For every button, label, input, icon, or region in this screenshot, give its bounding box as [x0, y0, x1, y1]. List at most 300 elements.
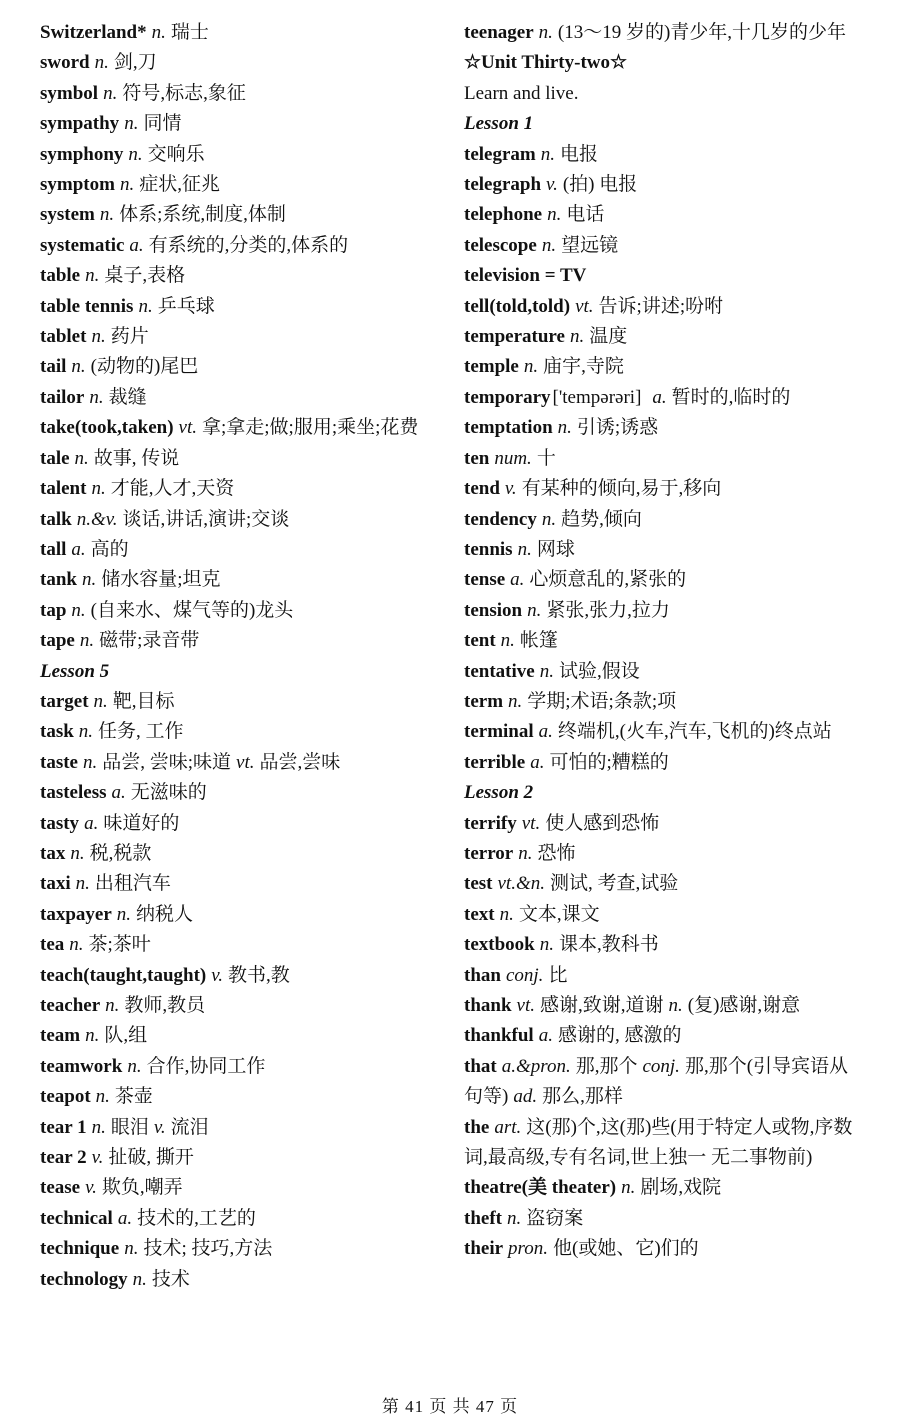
headword: the	[464, 1116, 490, 1138]
headword: symbol	[40, 82, 99, 104]
part-of-speech: conj.	[505, 964, 544, 986]
definition: 心烦意乱的,紧张的	[529, 569, 687, 591]
definition: 感谢,致谢,道谢	[540, 995, 664, 1016]
vocab-entry	[464, 170, 864, 200]
definition: 技术	[151, 1268, 190, 1290]
vocab-entry	[464, 535, 864, 565]
part-of-speech: conj.	[642, 1055, 680, 1077]
headword: Switzerland*	[40, 22, 147, 43]
part-of-speech: v.	[85, 1177, 97, 1199]
definition: 茶;茶叶	[88, 934, 151, 956]
definition: 出租汽车	[94, 873, 171, 895]
vocab-entry	[40, 444, 440, 474]
vocab-entry	[464, 930, 864, 960]
part-of-speech: a.	[71, 538, 86, 560]
part-of-speech: n.	[138, 295, 153, 317]
vocab-entry	[40, 140, 440, 170]
part-of-speech: a.	[117, 1207, 133, 1229]
part-of-speech: n.	[539, 934, 554, 956]
part-of-speech: n.	[557, 417, 572, 439]
part-of-speech: v.	[91, 1147, 104, 1169]
headword: table	[40, 265, 81, 287]
part-of-speech: a.	[510, 569, 525, 591]
definition: 暂时的,临时的	[671, 386, 791, 408]
definition: 可怕的;糟糕的	[549, 751, 669, 773]
part-of-speech: n.	[91, 1116, 106, 1138]
vocab-entry	[40, 1265, 440, 1295]
part-of-speech: n.	[74, 447, 89, 469]
vocab-entry	[464, 1173, 864, 1203]
headword: task	[40, 721, 74, 743]
headword: telephone	[464, 204, 543, 226]
vocab-entry	[40, 839, 440, 869]
part-of-speech: v.	[211, 964, 224, 986]
part-of-speech: n.	[95, 1086, 110, 1108]
definition: 谈话,讲话,演讲;交谈	[122, 508, 290, 530]
headword: text	[464, 903, 495, 925]
vocab-entry	[464, 231, 864, 261]
definition: 故事, 传说	[93, 447, 180, 469]
headword: teapot	[40, 1086, 91, 1108]
vocab-entry	[464, 839, 864, 869]
vocab-entry	[464, 565, 864, 595]
definition: 任务, 工作	[98, 721, 184, 743]
vocab-entry	[40, 809, 440, 839]
headword: that	[464, 1055, 497, 1077]
headword: tendency	[464, 508, 537, 530]
headword: tasteless	[40, 782, 107, 804]
part-of-speech: n.	[499, 903, 514, 925]
definition: 试验,假设	[558, 660, 640, 682]
vocab-entry	[464, 140, 864, 170]
part-of-speech: n.	[93, 690, 108, 712]
headword: talk	[40, 508, 72, 530]
vocab-entry	[40, 1143, 440, 1173]
part-of-speech: ad.	[513, 1086, 538, 1108]
vocab-entry	[464, 444, 864, 474]
vocab-entry	[464, 961, 864, 991]
headword: test	[464, 873, 493, 895]
part-of-speech: n.	[500, 630, 515, 652]
left-column	[40, 18, 440, 1295]
headword: teacher	[40, 995, 101, 1016]
vocab-entry	[40, 231, 440, 261]
part-of-speech: num.	[494, 447, 532, 469]
part-of-speech: n.	[540, 143, 555, 165]
vocab-entry	[464, 687, 864, 717]
definition: 技术; 技巧,方法	[143, 1238, 273, 1260]
definition: (动物的)尾巴	[90, 356, 199, 378]
part-of-speech: n.	[71, 356, 86, 378]
unit-motto	[464, 79, 864, 109]
vocab-entry	[40, 778, 440, 808]
part-of-speech: n.	[128, 143, 143, 165]
vocab-entry	[464, 18, 864, 48]
vocab-entry	[40, 1082, 440, 1112]
part-of-speech: a.&pron.	[501, 1055, 571, 1077]
vocab-entry	[40, 1173, 440, 1203]
part-of-speech: n.	[85, 1025, 100, 1047]
definition: 无滋味的	[130, 782, 207, 804]
definition: 紧张,张力,拉力	[546, 599, 670, 621]
definition: 那么,那样	[542, 1086, 623, 1108]
vocab-entry	[464, 748, 864, 778]
headword: television = TV	[464, 265, 587, 287]
part-of-speech: n.	[75, 873, 90, 895]
part-of-speech: a.	[538, 1025, 553, 1047]
definition: 税,税款	[89, 842, 152, 864]
vocab-entry	[40, 869, 440, 899]
definition: 有系统的,分类的,体系的	[148, 234, 349, 256]
definition: 欺负,嘲弄	[101, 1177, 183, 1199]
headword: terror	[464, 842, 514, 864]
headword: take(took,taken)	[40, 417, 174, 439]
part-of-speech: n.	[116, 903, 132, 925]
headword: tap	[40, 599, 67, 621]
part-of-speech: vt.	[236, 751, 255, 773]
definition: 味道好的	[103, 812, 180, 834]
part-of-speech: vt.&n.	[497, 873, 545, 895]
part-of-speech: vt.	[516, 995, 535, 1016]
vocab-entry	[464, 1021, 864, 1051]
vocab-entry	[40, 18, 440, 48]
definition: (复)感谢,谢意	[687, 995, 801, 1016]
definition: 茶壶	[114, 1086, 153, 1108]
part-of-speech: n.	[508, 690, 523, 712]
part-of-speech: n.	[124, 1238, 139, 1260]
lesson-heading	[40, 657, 440, 687]
headword: sympathy	[40, 113, 120, 135]
headword: talent	[40, 478, 87, 500]
part-of-speech: a.	[538, 721, 553, 743]
definition: 瑞士	[170, 22, 209, 43]
headword: term	[464, 690, 504, 712]
headword: theatre(美 theater)	[464, 1177, 617, 1199]
headword: thankful	[464, 1025, 534, 1047]
part-of-speech: n.	[119, 174, 135, 196]
part-of-speech: n.	[132, 1268, 147, 1290]
headword: tailor	[40, 386, 85, 408]
headword: table tennis	[40, 295, 134, 317]
definition: 药片	[110, 326, 149, 348]
part-of-speech: v.	[504, 478, 517, 500]
definition: 同情	[143, 113, 182, 135]
lesson-heading	[464, 109, 864, 139]
vocab-entry	[40, 930, 440, 960]
definition: 庙宇,寺院	[543, 356, 624, 378]
right-column	[464, 18, 864, 1265]
part-of-speech: n.	[103, 82, 118, 104]
vocab-entry	[464, 352, 864, 382]
definition: 纳税人	[136, 903, 194, 925]
vocab-entry	[464, 900, 864, 930]
vocab-entry	[464, 322, 864, 352]
lesson-heading-text: Lesson 2	[464, 782, 534, 804]
part-of-speech: n.	[547, 204, 562, 226]
definition: 学期;术语;条款;项	[527, 690, 677, 712]
vocab-entry	[464, 626, 864, 656]
headword: tease	[40, 1177, 81, 1199]
part-of-speech: vt.	[521, 812, 541, 834]
vocab-entry	[464, 383, 864, 413]
definition: 裁缝	[108, 386, 147, 408]
definition: 剧场,戏院	[640, 1177, 722, 1199]
headword: tentative	[464, 660, 535, 682]
vocab-entry	[40, 900, 440, 930]
definition: 网球	[536, 538, 575, 560]
part-of-speech: n.	[105, 995, 120, 1016]
lesson-heading-text: Lesson 5	[40, 660, 110, 682]
definition: 告诉;讲述;吩咐	[598, 295, 724, 317]
definition: 电报	[559, 143, 598, 165]
vocab-entry	[40, 413, 440, 443]
part-of-speech: n.	[71, 599, 86, 621]
part-of-speech: n.	[538, 22, 553, 43]
vocab-entry	[40, 1204, 440, 1234]
definition: 剑,刀	[113, 52, 157, 74]
part-of-speech: n.&v.	[76, 508, 118, 530]
vocab-entry	[464, 1204, 864, 1234]
part-of-speech: n.	[151, 22, 166, 43]
vocab-entry	[40, 991, 440, 1021]
lesson-heading	[464, 778, 864, 808]
part-of-speech: a.	[84, 812, 99, 834]
headword: terrible	[464, 751, 526, 773]
vocab-entry	[40, 1113, 440, 1143]
definition: 扯破, 撕开	[108, 1147, 194, 1169]
definition: 文本,课文	[518, 903, 600, 925]
definition: 体系;系统,制度,体制	[119, 204, 286, 226]
headword: tablet	[40, 326, 87, 348]
definition: 高的	[90, 538, 129, 560]
headword: tend	[464, 478, 500, 500]
definition: (13～19 岁的)青少年,十几岁的少年	[557, 22, 847, 43]
part-of-speech: a.	[652, 386, 667, 408]
definition: 队,组	[104, 1025, 148, 1047]
headword: tape	[40, 630, 75, 652]
definition: 十	[536, 447, 556, 469]
headword: ten	[464, 447, 490, 469]
part-of-speech: n.	[518, 842, 533, 864]
part-of-speech: vt.	[575, 295, 594, 317]
headword: temple	[464, 356, 519, 378]
headword: symphony	[40, 143, 124, 165]
headword: tear 2	[40, 1147, 87, 1169]
definition: 才能,人才,天资	[110, 478, 235, 500]
headword: teenager	[464, 22, 534, 43]
unit-heading	[464, 48, 864, 78]
definition: 品尝,尝味	[259, 751, 341, 773]
definition: 这(那)个,这(那)些(用于特定人或物,序数词,最高级,专有名词,世上独一 无二事物前)	[464, 1116, 853, 1169]
definition: 恐怖	[537, 842, 576, 864]
headword: thank	[464, 995, 512, 1016]
definition: 拿;拿走;做;服用;乘坐;花费	[202, 417, 419, 439]
vocab-entry	[40, 1021, 440, 1051]
part-of-speech: n.	[89, 386, 104, 408]
part-of-speech: art.	[494, 1116, 522, 1138]
definition: 眼泪	[110, 1116, 149, 1138]
vocab-entry	[464, 292, 864, 322]
vocab-entry	[40, 383, 440, 413]
vocab-entry	[464, 596, 864, 626]
headword: their	[464, 1238, 504, 1260]
headword: temperature	[464, 326, 565, 348]
definition: 使人感到恐怖	[545, 812, 660, 834]
vocab-entry	[40, 565, 440, 595]
definition: 盗窃案	[526, 1207, 584, 1229]
headword: temptation	[464, 417, 553, 439]
part-of-speech: n.	[621, 1177, 636, 1199]
part-of-speech: n.	[85, 265, 100, 287]
part-of-speech: n.	[527, 599, 542, 621]
headword: tea	[40, 934, 65, 956]
definition: 引诱;诱惑	[576, 417, 659, 439]
vocab-entry	[40, 261, 440, 291]
headword: tennis	[464, 538, 513, 560]
definition: 帐篷	[519, 630, 558, 652]
vocab-entry	[40, 626, 440, 656]
headword: technology	[40, 1268, 128, 1290]
part-of-speech: n.	[94, 52, 109, 74]
definition: 电话	[566, 204, 605, 226]
vocab-entry	[40, 1234, 440, 1264]
part-of-speech: n.	[79, 630, 95, 652]
part-of-speech: n.	[541, 508, 557, 530]
definition: (自来水、煤气等的)龙头	[90, 599, 294, 621]
part-of-speech: v.	[546, 174, 558, 196]
vocab-entry	[40, 79, 440, 109]
part-of-speech: v.	[153, 1116, 166, 1138]
headword: teamwork	[40, 1055, 123, 1077]
vocab-entry	[464, 991, 864, 1021]
headword: tasty	[40, 812, 80, 834]
headword: tent	[464, 630, 496, 652]
definition: 感谢的, 感激的	[557, 1025, 682, 1047]
vocab-entry	[40, 535, 440, 565]
headword: technique	[40, 1238, 120, 1260]
definition: 课本,教科书	[558, 934, 659, 956]
headword: tall	[40, 538, 67, 560]
vocab-entry	[464, 1234, 864, 1264]
phonetic: ['tempərəri]	[552, 386, 642, 408]
part-of-speech: n.	[124, 113, 139, 135]
part-of-speech: n.	[541, 234, 557, 256]
headword: terminal	[464, 721, 534, 743]
headword: tear 1	[40, 1116, 87, 1138]
part-of-speech: n.	[517, 538, 532, 560]
definition: 教师,教员	[124, 995, 206, 1016]
vocab-entry	[464, 657, 864, 687]
vocab-entry	[464, 1052, 864, 1113]
vocab-entry	[464, 505, 864, 535]
headword: theft	[464, 1207, 502, 1229]
vocab-entry	[40, 322, 440, 352]
definition: 技术的,工艺的	[137, 1207, 256, 1229]
part-of-speech: n.	[668, 995, 683, 1016]
part-of-speech: pron.	[508, 1238, 548, 1260]
headword: telescope	[464, 234, 537, 256]
part-of-speech: n.	[523, 356, 539, 378]
vocab-entry	[40, 474, 440, 504]
definition: 温度	[589, 326, 628, 348]
vocab-entry	[40, 687, 440, 717]
definition: 靶,目标	[112, 690, 175, 712]
part-of-speech: a.	[111, 782, 126, 804]
vocab-entry	[40, 1052, 440, 1082]
part-of-speech: n.	[539, 660, 554, 682]
headword: technical	[40, 1207, 113, 1229]
definition: 症状,征兆	[139, 174, 220, 196]
vocab-entry	[40, 109, 440, 139]
definition: 交响乐	[147, 143, 205, 165]
part-of-speech: n.	[81, 569, 97, 591]
lesson-heading-text: Lesson 1	[464, 113, 534, 135]
definition: 磁带;录音带	[99, 630, 200, 652]
headword: temporary	[464, 386, 551, 408]
vocab-entry	[464, 1113, 864, 1174]
vocab-entry	[464, 869, 864, 899]
vocab-entry	[40, 505, 440, 535]
definition: 合作,协同工作	[146, 1055, 266, 1077]
definition: 趋势,倾向	[561, 508, 642, 530]
definition: (拍) 电报	[562, 174, 638, 196]
headword: tension	[464, 599, 523, 621]
definition: 乒乓球	[157, 295, 215, 317]
headword: tax	[40, 842, 66, 864]
definition: 那,那个(引导宾语从句等)	[464, 1055, 849, 1108]
part-of-speech: n.	[99, 204, 115, 226]
headword: tail	[40, 356, 67, 378]
headword: telegram	[464, 143, 536, 165]
part-of-speech: n.	[82, 751, 98, 773]
definition: 终端机,(火车,汽车,飞机的)终点站	[557, 721, 832, 743]
headword: terrify	[464, 812, 517, 834]
vocab-entry	[464, 717, 864, 747]
vocab-entry	[464, 200, 864, 230]
part-of-speech: n.	[78, 721, 94, 743]
headword: system	[40, 204, 95, 226]
definition: 那,那个	[575, 1055, 638, 1077]
headword: teach(taught,taught)	[40, 964, 207, 986]
headword: telegraph	[464, 174, 542, 196]
part-of-speech: n.	[91, 478, 106, 500]
definition: 测试, 考查,试验	[549, 873, 679, 895]
vocab-entry	[40, 48, 440, 78]
vocab-entry	[40, 200, 440, 230]
unit-heading-text: ☆Unit Thirty-two☆	[464, 52, 628, 74]
headword: symptom	[40, 174, 115, 196]
headword: taste	[40, 751, 78, 773]
headword: than	[464, 964, 501, 986]
part-of-speech: n.	[69, 934, 84, 956]
headword: sword	[40, 52, 90, 74]
vocab-entry	[40, 961, 440, 991]
part-of-speech: n.	[569, 326, 585, 348]
part-of-speech: n.	[127, 1055, 142, 1077]
definition: 比	[548, 964, 568, 986]
definition: 他(或她、它)们的	[553, 1238, 699, 1260]
headword: tense	[464, 569, 506, 591]
definition: 有某种的倾向,易于,移向	[521, 478, 722, 500]
definition: 品尝, 尝味;味道	[102, 751, 232, 773]
definition: 储水容量;坦克	[101, 569, 221, 591]
unit-motto-text: Learn and live.	[464, 82, 579, 104]
vocab-entry	[40, 717, 440, 747]
headword: textbook	[464, 934, 535, 956]
definition: 桌子,表格	[104, 265, 186, 287]
definition: 符号,标志,象征	[122, 82, 246, 104]
vocab-entry	[464, 261, 864, 291]
